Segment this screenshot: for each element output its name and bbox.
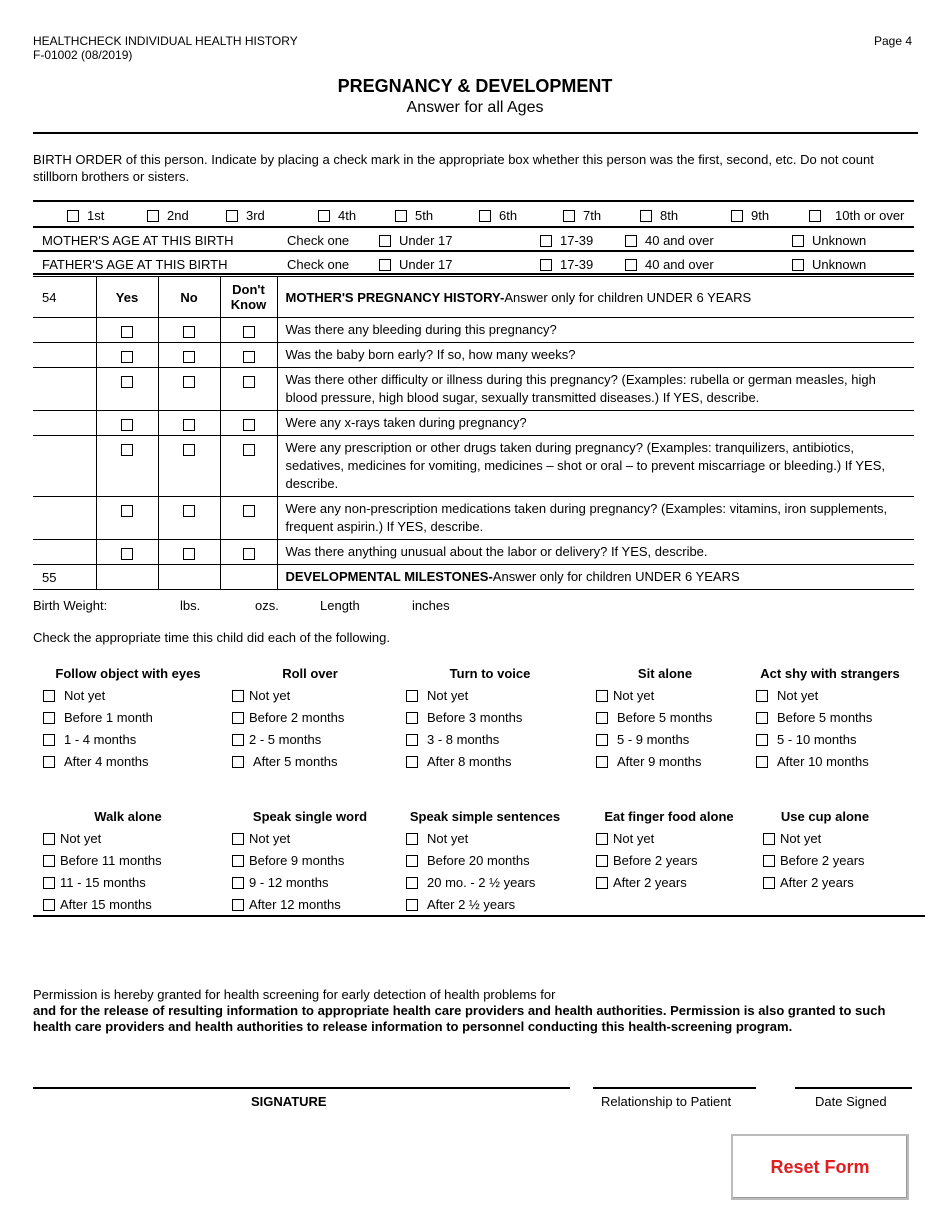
checkbox[interactable]	[756, 756, 768, 768]
group-title: Use cup alone	[780, 809, 870, 824]
checkbox[interactable]	[763, 855, 775, 867]
milestone-option[interactable]: 11 - 15 months	[43, 875, 146, 890]
milestone-option[interactable]: Before 11 months	[43, 853, 162, 868]
checkbox[interactable]	[232, 690, 244, 702]
milestone-option[interactable]: After 10 months	[756, 754, 869, 769]
no-checkbox[interactable]	[183, 326, 195, 338]
number-cell	[33, 368, 96, 411]
dont-know-cell	[220, 497, 277, 540]
father-age-row	[35, 252, 913, 276]
milestone-option[interactable]: After 2 years	[596, 875, 687, 890]
milestones-instruction: Check the appropriate time this child did each of the following.	[33, 630, 390, 645]
checkbox[interactable]	[379, 259, 391, 271]
table-row	[33, 497, 914, 540]
checkbox[interactable]	[43, 899, 55, 911]
dont-know-checkbox[interactable]	[243, 505, 255, 517]
check-one-label: Check one	[287, 257, 350, 272]
yes-cell	[96, 318, 158, 343]
divider	[33, 915, 925, 917]
no-checkbox[interactable]	[183, 548, 195, 560]
checkbox[interactable]	[43, 690, 55, 702]
group-title: Act shy with strangers	[760, 666, 900, 681]
col-dont-know: Don't Know	[220, 277, 277, 318]
checkbox[interactable]	[379, 235, 391, 247]
question-text: Was there any bleeding during this pregnancy?	[277, 318, 914, 343]
inches-label: inches	[412, 598, 450, 613]
yes-cell	[96, 436, 158, 497]
checkbox[interactable]	[43, 855, 55, 867]
checkbox[interactable]	[43, 877, 55, 889]
question-text: Were any non-prescription medications taken during pregnancy? (Examples: vitamins, iron supplements, frequent aspirin.) If YES, describe.	[277, 497, 914, 540]
checkbox[interactable]	[406, 690, 418, 702]
checkbox[interactable]	[318, 210, 330, 222]
checkbox[interactable]	[232, 833, 244, 845]
no-cell	[158, 318, 220, 343]
number-cell	[33, 436, 96, 497]
checkbox[interactable]	[406, 855, 418, 867]
question-text: Was there anything unusual about the labor or delivery? If YES, describe.	[277, 540, 914, 565]
father-age-label: FATHER'S AGE AT THIS BIRTH	[42, 257, 228, 272]
table-row	[33, 411, 914, 436]
question-text: Were any x-rays taken during pregnancy?	[277, 411, 914, 436]
milestone-option[interactable]: Not yet	[232, 831, 290, 846]
checkbox[interactable]	[596, 877, 608, 889]
milestone-option[interactable]: Not yet	[596, 688, 654, 703]
dont-know-cell	[220, 368, 277, 411]
birth-order-option[interactable]: 4th	[318, 208, 356, 223]
section-title: PREGNANCY & DEVELOPMENT	[337, 76, 613, 96]
milestone-option[interactable]: Not yet	[406, 688, 468, 703]
milestone-option[interactable]: After 2 ½ years	[406, 897, 515, 912]
relationship-line[interactable]	[593, 1087, 756, 1089]
reset-form-button[interactable]: Reset Form	[731, 1134, 909, 1200]
milestone-option[interactable]: Before 5 months	[756, 710, 872, 725]
dont-know-checkbox[interactable]	[243, 419, 255, 431]
yes-checkbox[interactable]	[121, 444, 133, 456]
checkbox[interactable]	[563, 210, 575, 222]
check-one-label: Check one	[287, 233, 350, 248]
checkbox[interactable]	[406, 734, 418, 746]
checkbox[interactable]	[756, 734, 768, 746]
table-row	[33, 343, 914, 368]
checkbox[interactable]	[232, 877, 244, 889]
lbs-label: lbs.	[180, 598, 201, 613]
milestone-option[interactable]: After 4 months	[43, 754, 149, 769]
milestones-header-row	[33, 565, 914, 590]
checkbox[interactable]	[147, 210, 159, 222]
number-cell	[33, 497, 96, 540]
permission-line1: Permission is hereby granted for health screening for early detection of health problems for	[33, 987, 556, 1002]
checkbox[interactable]	[625, 259, 637, 271]
dont-know-cell	[220, 436, 277, 497]
checkbox[interactable]	[640, 210, 652, 222]
checkbox[interactable]	[596, 690, 608, 702]
date-label: Date Signed	[815, 1094, 887, 1109]
milestone-option[interactable]: 20 mo. - 2 ½ years	[406, 875, 535, 890]
table-row	[33, 540, 914, 565]
no-cell	[158, 540, 220, 565]
checkbox[interactable]	[395, 210, 407, 222]
milestone-option[interactable]: 2 - 5 months	[232, 732, 321, 747]
no-checkbox[interactable]	[183, 419, 195, 431]
checkbox[interactable]	[792, 235, 804, 247]
yes-checkbox[interactable]	[121, 376, 133, 388]
checkbox[interactable]	[406, 756, 418, 768]
no-cell	[158, 436, 220, 497]
group-title: Sit alone	[637, 666, 693, 681]
dont-know-checkbox[interactable]	[243, 548, 255, 560]
no-checkbox[interactable]	[183, 505, 195, 517]
question-text: Were any prescription or other drugs taken during pregnancy? (Examples: tranquilizers, antibiotics, sedatives, medicines for vomiting, medicines – shot or oral – to prevent miscarriage or bleeding.) If YES, describe.	[277, 436, 914, 497]
no-cell	[158, 343, 220, 368]
number-cell	[33, 411, 96, 436]
checkbox[interactable]	[232, 899, 244, 911]
birth-order-row	[35, 203, 913, 227]
mother-age-label: MOTHER'S AGE AT THIS BIRTH	[42, 233, 234, 248]
birth-order-option[interactable]: 10th or over	[809, 208, 904, 223]
checkbox[interactable]	[43, 734, 55, 746]
yes-checkbox[interactable]	[121, 548, 133, 560]
milestone-option[interactable]: Not yet	[232, 688, 290, 703]
birth-order-option[interactable]: 6th	[479, 208, 517, 223]
no-checkbox[interactable]	[183, 376, 195, 388]
date-line[interactable]	[795, 1087, 912, 1089]
milestone-option[interactable]: After 15 months	[43, 897, 152, 912]
father-age-option[interactable]: Unknown	[792, 257, 866, 272]
number-cell	[33, 343, 96, 368]
col-no: No	[158, 277, 220, 318]
empty-cell	[96, 565, 158, 590]
table-row	[33, 318, 914, 343]
checkbox[interactable]	[756, 712, 768, 724]
table-row	[33, 368, 914, 411]
checkbox[interactable]	[43, 756, 55, 768]
checkbox[interactable]	[596, 734, 608, 746]
birth-order-instructions: BIRTH ORDER of this person. Indicate by placing a check mark in the appropriate box whether this person was the first, second, etc. Do not count stillborn brothers or sisters.	[33, 152, 874, 184]
question-text: Was there other difficulty or illness during this pregnancy? (Examples: rubella or german measles, high blood pressure, high blood sugar, sexually transmitted diseases.) If YES, describe.	[277, 368, 914, 411]
group-title: Walk alone	[94, 809, 162, 824]
milestone-option[interactable]: Not yet	[406, 831, 468, 846]
birth-order-option[interactable]: 9th	[731, 208, 769, 223]
group-title: Speak single word	[252, 809, 368, 824]
page-number: Page 4	[874, 34, 913, 48]
father-age-option[interactable]: 40 and over	[625, 257, 714, 272]
milestone-option[interactable]: After 5 months	[232, 754, 338, 769]
checkbox[interactable]	[479, 210, 491, 222]
milestone-option[interactable]: 9 - 12 months	[232, 875, 329, 890]
checkbox[interactable]	[625, 235, 637, 247]
signature-line[interactable]	[33, 1087, 570, 1089]
yes-checkbox[interactable]	[121, 326, 133, 338]
group-title: Roll over	[282, 666, 338, 681]
form-number: F-01002 (08/2019)	[33, 48, 133, 62]
dont-know-cell	[220, 318, 277, 343]
milestones-heading: DEVELOPMENTAL MILESTONES-Answer only for children UNDER 6 YEARS	[277, 565, 914, 590]
table-header-row	[33, 277, 914, 318]
yes-cell	[96, 540, 158, 565]
dont-know-checkbox[interactable]	[243, 376, 255, 388]
question-text: Was the baby born early? If so, how many weeks?	[277, 343, 914, 368]
checkbox[interactable]	[763, 877, 775, 889]
birth-order-option[interactable]: 3rd	[226, 208, 265, 223]
length-label: Length	[320, 598, 360, 613]
checkbox[interactable]	[731, 210, 743, 222]
number-cell	[33, 318, 96, 343]
mother-age-option[interactable]: Unknown	[792, 233, 866, 248]
divider	[33, 200, 914, 202]
checkbox[interactable]	[540, 235, 552, 247]
milestone-option[interactable]: 1 - 4 months	[43, 732, 136, 747]
checkbox[interactable]	[763, 833, 775, 845]
milestone-option[interactable]: Before 5 months	[596, 710, 712, 725]
no-cell	[158, 411, 220, 436]
mother-age-option[interactable]: 17-39	[540, 233, 593, 248]
milestone-option[interactable]: Not yet	[763, 831, 821, 846]
signature-label: SIGNATURE	[251, 1094, 327, 1109]
checkbox[interactable]	[809, 210, 821, 222]
mother-age-option[interactable]: 40 and over	[625, 233, 714, 248]
divider	[33, 132, 918, 134]
milestone-option[interactable]: Not yet	[756, 688, 818, 703]
checkbox[interactable]	[232, 756, 244, 768]
birth-order-option[interactable]: 7th	[563, 208, 601, 223]
ozs-label: ozs.	[255, 598, 279, 613]
yes-cell	[96, 411, 158, 436]
dont-know-cell	[220, 411, 277, 436]
group-title: Turn to voice	[449, 666, 531, 681]
dont-know-checkbox[interactable]	[243, 326, 255, 338]
checkbox[interactable]	[406, 877, 418, 889]
checkbox[interactable]	[232, 855, 244, 867]
checkbox[interactable]	[232, 712, 244, 724]
checkbox[interactable]	[406, 712, 418, 724]
yes-cell	[96, 368, 158, 411]
dont-know-checkbox[interactable]	[243, 351, 255, 363]
milestone-option[interactable]: Not yet	[596, 831, 654, 846]
checkbox[interactable]	[226, 210, 238, 222]
milestone-option[interactable]: Not yet	[43, 688, 105, 703]
father-age-option[interactable]: Under 17	[379, 257, 452, 272]
birth-order-option[interactable]: 2nd	[147, 208, 189, 223]
section-subtitle: Answer for all Ages	[406, 99, 544, 116]
checkbox[interactable]	[67, 210, 79, 222]
checkbox[interactable]	[406, 899, 418, 911]
group-title: Speak simple sentences	[409, 809, 561, 824]
yes-cell	[96, 343, 158, 368]
mother-age-row	[35, 228, 913, 252]
milestone-option[interactable]: 3 - 8 months	[406, 732, 499, 747]
milestone-option[interactable]: 5 - 9 months	[596, 732, 689, 747]
pregnancy-history-table	[33, 276, 914, 590]
milestone-option[interactable]: 5 - 10 months	[756, 732, 857, 747]
relationship-label: Relationship to Patient	[601, 1094, 732, 1109]
form-title: HEALTHCHECK INDIVIDUAL HEALTH HISTORY	[33, 34, 298, 48]
item-number: 54	[33, 277, 96, 318]
father-age-option[interactable]: 17-39	[540, 257, 593, 272]
milestone-option[interactable]: After 12 months	[232, 897, 341, 912]
checkbox[interactable]	[756, 690, 768, 702]
milestone-option[interactable]: Not yet	[43, 831, 101, 846]
milestone-option[interactable]: After 8 months	[406, 754, 512, 769]
no-checkbox[interactable]	[183, 444, 195, 456]
milestone-option[interactable]: Before 20 months	[406, 853, 530, 868]
dont-know-checkbox[interactable]	[243, 444, 255, 456]
permission-line2: and for the release of resulting information to appropriate health care providers and health authorities. Permission is also granted to such health care providers and health authorities to release information to personnel conducting this health-screening program.	[33, 1003, 886, 1034]
birth-order-option[interactable]: 8th	[640, 208, 678, 223]
checkbox[interactable]	[232, 734, 244, 746]
empty-cell	[220, 565, 277, 590]
milestone-option[interactable]: After 9 months	[596, 754, 702, 769]
checkbox[interactable]	[596, 855, 608, 867]
milestone-option[interactable]: After 2 years	[763, 875, 854, 890]
milestone-option[interactable]: Before 2 years	[763, 853, 865, 868]
checkbox[interactable]	[406, 833, 418, 845]
yes-checkbox[interactable]	[121, 351, 133, 363]
pregnancy-heading: MOTHER'S PREGNANCY HISTORY-Answer only for children UNDER 6 YEARS	[277, 277, 914, 318]
no-checkbox[interactable]	[183, 351, 195, 363]
checkbox[interactable]	[596, 833, 608, 845]
checkbox[interactable]	[596, 712, 608, 724]
checkbox[interactable]	[792, 259, 804, 271]
dont-know-cell	[220, 343, 277, 368]
yes-checkbox[interactable]	[121, 505, 133, 517]
table-row	[33, 436, 914, 497]
checkbox[interactable]	[43, 833, 55, 845]
checkbox[interactable]	[596, 756, 608, 768]
milestone-option[interactable]: Before 1 month	[43, 710, 153, 725]
milestone-option[interactable]: Before 3 months	[406, 710, 522, 725]
checkbox[interactable]	[540, 259, 552, 271]
birth-order-option[interactable]: 1st	[67, 208, 104, 223]
birth-order-option[interactable]: 5th	[395, 208, 433, 223]
item-number: 55	[33, 565, 96, 590]
yes-checkbox[interactable]	[121, 419, 133, 431]
checkbox[interactable]	[43, 712, 55, 724]
group-title: Eat finger food alone	[604, 809, 734, 824]
yes-cell	[96, 497, 158, 540]
birth-weight-label: Birth Weight:	[33, 598, 108, 613]
milestone-option[interactable]: Before 2 years	[596, 853, 698, 868]
milestone-option[interactable]: Before 9 months	[232, 853, 344, 868]
number-cell	[33, 540, 96, 565]
milestone-option[interactable]: Before 2 months	[232, 710, 344, 725]
mother-age-option[interactable]: Under 17	[379, 233, 452, 248]
no-cell	[158, 497, 220, 540]
col-yes: Yes	[96, 277, 158, 318]
dont-know-cell	[220, 540, 277, 565]
empty-cell	[158, 565, 220, 590]
no-cell	[158, 368, 220, 411]
group-title: Follow object with eyes	[55, 666, 201, 681]
